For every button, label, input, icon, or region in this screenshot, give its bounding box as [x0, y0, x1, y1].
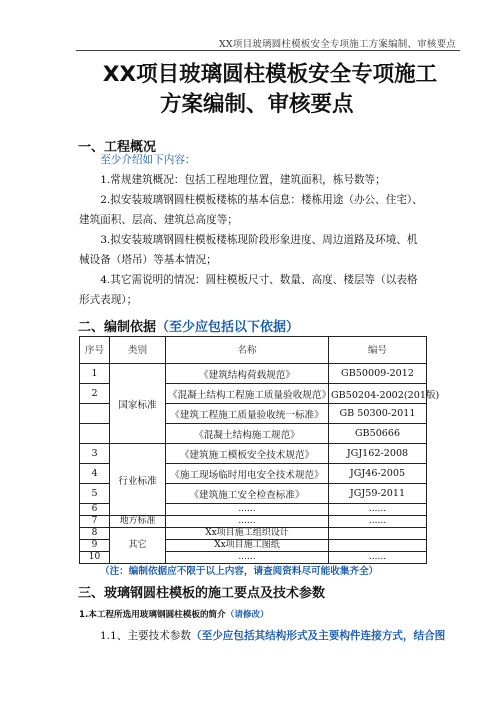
- cell-no: 9: [80, 540, 110, 552]
- cell-code: JGJ59-2011: [329, 484, 427, 504]
- subsection-1-note: （请修改）: [225, 610, 269, 620]
- col-header-code: 编号: [329, 337, 427, 364]
- table-row: [80, 444, 427, 464]
- subsection-1-1-prefix: 1.1、主要技术参数: [100, 630, 192, 642]
- cell-name: 《混凝土结构工程施工质量验收规范》: [166, 384, 329, 404]
- overview-item-2: 2.拟安装玻璃钢圆柱模板楼栋的基本信息：楼栋用途（办公、住宅）、建筑面积、层高、建筑总高度等；: [79, 194, 423, 226]
- category-local: 地方标准: [110, 516, 166, 528]
- overview-item-4: 4.其它需说明的情况：圆柱模板尺寸、数量、高度、楼层等（以表格形式表现）；: [79, 274, 418, 306]
- title-line-2: 方案编制、审核要点: [160, 92, 354, 117]
- subsection-1-heading: [79, 608, 269, 620]
- cell-no: [80, 404, 110, 424]
- cell-name: 《建筑结构荷载规范》: [166, 364, 329, 384]
- cell-name: 《建筑施工模板安全技术规范》: [166, 444, 329, 464]
- cell-no: 6: [80, 504, 110, 516]
- cell-no: 1: [80, 364, 110, 384]
- cell-name: 《建筑施工安全检查标准》: [166, 484, 329, 504]
- cell-code: GB50009-2012: [329, 364, 427, 384]
- table-row: [80, 516, 427, 528]
- overview-item-1: 1.常规建筑概况：包括工程地理位置，建筑面积，栋号数等；: [100, 174, 386, 186]
- cell-no: 4: [80, 464, 110, 484]
- category-other: 其它: [110, 528, 166, 564]
- cell-no: 5: [80, 484, 110, 504]
- cell-code: GB 50300-2011: [329, 404, 427, 424]
- subsection-1-1: [79, 628, 445, 643]
- cell-name: ......: [166, 516, 329, 528]
- cell-code: ......: [329, 552, 427, 564]
- cell-code: JGJ162-2008: [329, 444, 427, 464]
- col-header-no: 序号: [80, 337, 110, 364]
- header-rule: [76, 50, 460, 51]
- cell-name: Xx项目施工组织设计: [166, 528, 329, 540]
- cell-name: 《混凝土结构施工规范》: [166, 424, 329, 444]
- document-title: [0, 60, 500, 120]
- cell-code: ......: [329, 516, 427, 528]
- cell-code: JGJ46-2005: [329, 464, 427, 484]
- section-3-heading: 三、玻璃钢圆柱模板的施工要点及技术参数: [78, 586, 326, 601]
- table-row: [80, 528, 427, 540]
- basis-table: [79, 336, 440, 564]
- section-1-heading: 一、工程概况: [78, 140, 157, 155]
- title-line-1: XX项目玻璃圆柱模板安全专项施工: [102, 62, 438, 87]
- table-row: [80, 364, 427, 384]
- cell-code: [329, 540, 427, 552]
- cell-code: GB50666: [329, 424, 427, 444]
- cell-name: ......: [166, 504, 329, 516]
- col-header-category: 类别: [110, 337, 166, 364]
- cell-code: [329, 528, 427, 540]
- section-1-body: [79, 150, 427, 310]
- category-industry: 行业标准: [110, 444, 166, 516]
- cell-no: 2: [80, 384, 110, 404]
- cell-name: ......: [166, 552, 329, 564]
- section-2-heading: [78, 316, 299, 335]
- table-note: （注：编制依据应不限于以上内容，请查阅资料尽可能收集齐全）: [100, 566, 379, 577]
- section-2-heading-note: （至少应包括以下依据）: [156, 320, 300, 335]
- cell-no: 10: [80, 552, 110, 564]
- cell-no: 3: [80, 444, 110, 464]
- table-header-row: [80, 337, 427, 364]
- cell-name: Xx项目施工图纸: [166, 540, 329, 552]
- cell-no: 8: [80, 528, 110, 540]
- cell-no: 7: [80, 516, 110, 528]
- col-header-name: 名称: [166, 337, 329, 364]
- running-header: XX项目玻璃圆柱模板安全专项施工方案编制、审核要点: [218, 39, 456, 50]
- subsection-1-1-note: （至少应包括其结构形式及主要构件连接方式，结合图: [191, 630, 446, 642]
- category-national: 国家标准: [110, 364, 166, 444]
- cell-code: ......: [329, 504, 427, 516]
- cell-code: GB50204-2002(201版): [329, 384, 427, 404]
- overview-item-3: 3.拟安装玻璃钢圆柱模板楼栋现阶段形象进度、周边道路及环境、机械设备（塔吊）等基本情况；: [79, 234, 418, 266]
- cell-no: [80, 424, 110, 444]
- subsection-1-title: 1.本工程所选用玻璃钢圆柱模板的简介: [79, 610, 226, 620]
- cell-name: 《建筑工程施工质量验收统一标准》: [166, 404, 329, 424]
- cell-name: 《施工现场临时用电安全技术规范》: [166, 464, 329, 484]
- section-1-intro: 至少介绍如下内容：: [100, 154, 196, 166]
- section-2-heading-text: 二、编制依据: [78, 320, 157, 335]
